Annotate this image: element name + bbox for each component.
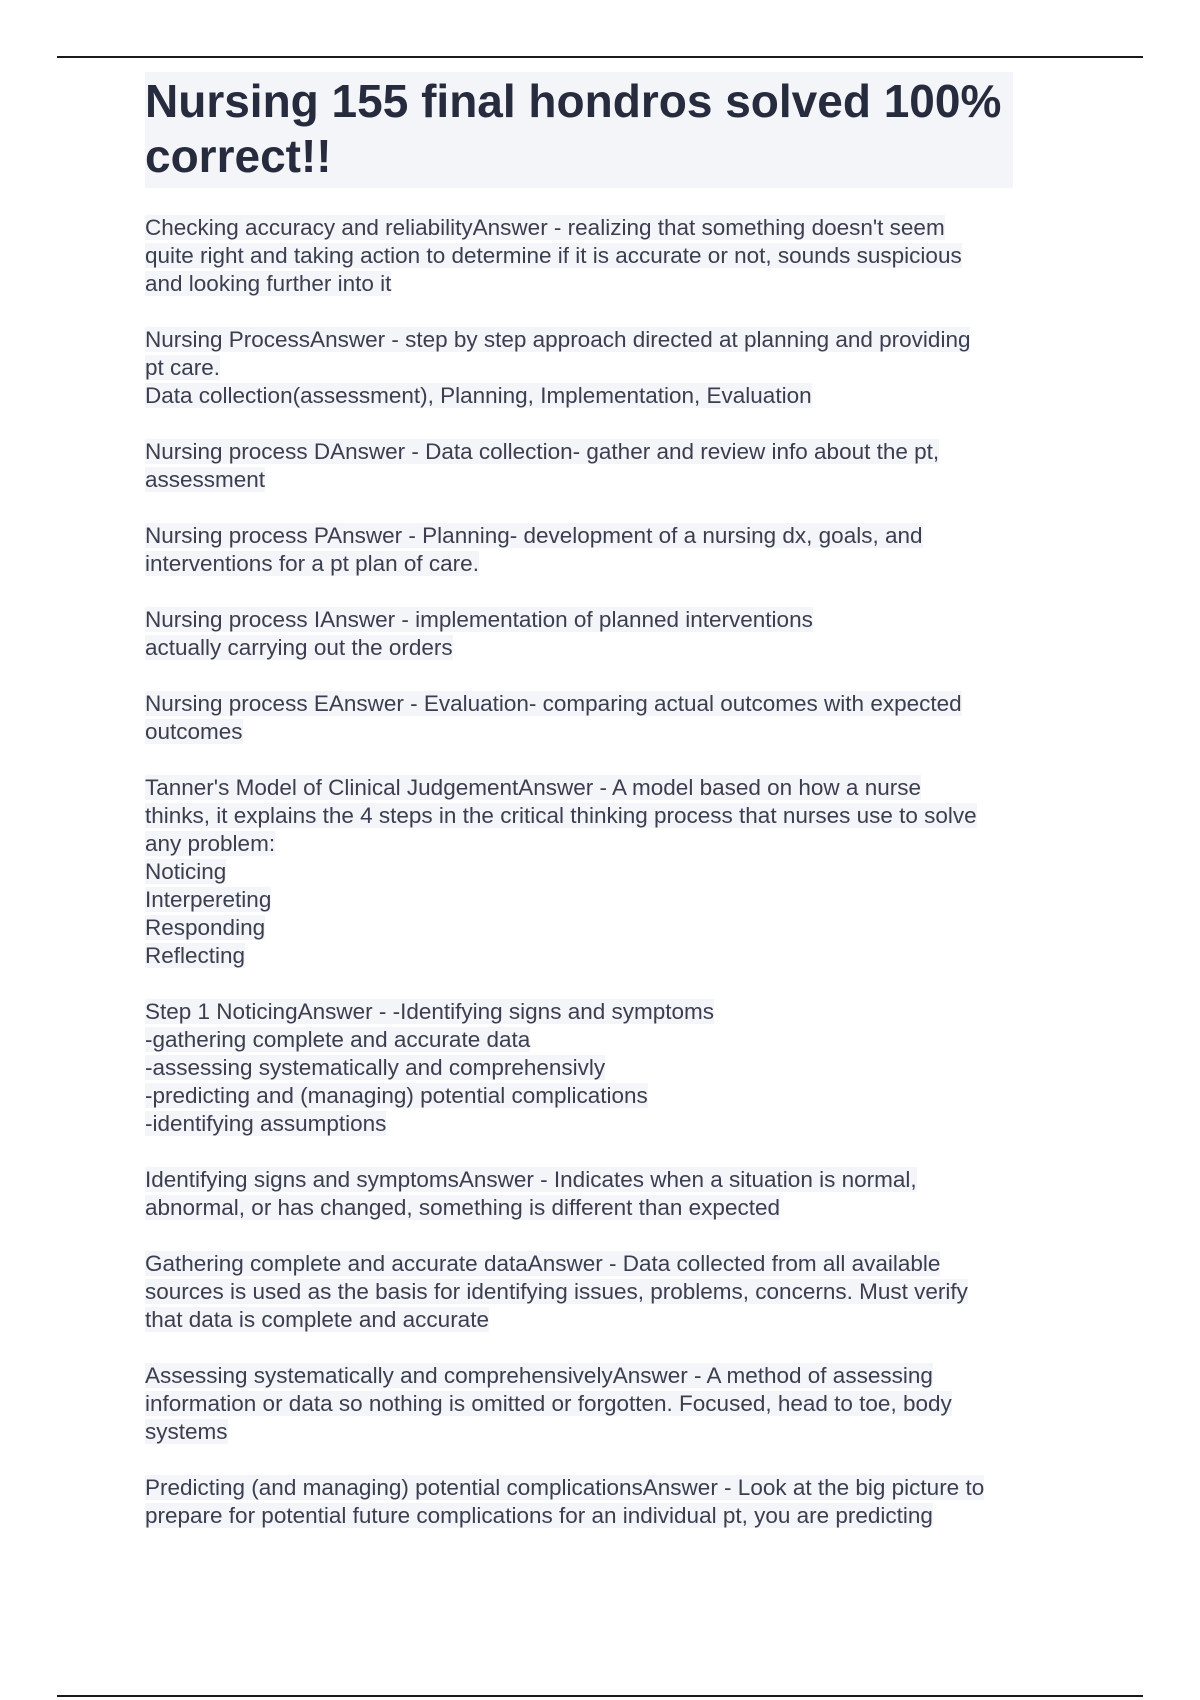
qa-line bbox=[145, 1110, 1075, 1138]
qa-line-text: quite right and taking action to determine if it is accurate or not, sounds suspicious bbox=[145, 243, 962, 268]
qa-line bbox=[145, 802, 1075, 830]
title-line: correct!! bbox=[145, 130, 332, 182]
qa-line-text: Data collection(assessment), Planning, Implementation, Evaluation bbox=[145, 383, 812, 408]
qa-line-text: thinks, it explains the 4 steps in the critical thinking process that nurses use to solve bbox=[145, 803, 977, 828]
document-title bbox=[145, 72, 1013, 188]
qa-line-text: Nursing process EAnswer - Evaluation- comparing actual outcomes with expected bbox=[145, 691, 962, 716]
qa-line bbox=[145, 522, 1075, 550]
qa-entry bbox=[145, 774, 1075, 970]
qa-line-text: information or data so nothing is omitted or forgotten. Focused, head to toe, body bbox=[145, 1391, 952, 1416]
qa-entry bbox=[145, 326, 1075, 410]
qa-line-text: Reflecting bbox=[145, 943, 246, 968]
qa-line-text: Tanner's Model of Clinical JudgementAnswer - A model based on how a nurse bbox=[145, 775, 921, 800]
qa-line bbox=[145, 438, 1075, 466]
qa-line-text: assessment bbox=[145, 467, 266, 492]
qa-line bbox=[145, 1362, 1075, 1390]
qa-line-text: and looking further into it bbox=[145, 271, 392, 296]
qa-line bbox=[145, 214, 1075, 242]
qa-line-text: abnormal, or has changed, something is different than expected bbox=[145, 1195, 780, 1220]
top-rule bbox=[57, 56, 1143, 58]
qa-line-text: systems bbox=[145, 1419, 228, 1444]
qa-line bbox=[145, 830, 1075, 858]
qa-line-text: Assessing systematically and comprehensivelyAnswer - A method of assessing bbox=[145, 1363, 933, 1388]
qa-line-text: Identifying signs and symptomsAnswer - Indicates when a situation is normal, bbox=[145, 1167, 917, 1192]
qa-entry bbox=[145, 438, 1075, 494]
qa-line bbox=[145, 354, 1075, 382]
qa-line-text: outcomes bbox=[145, 719, 243, 744]
qa-line bbox=[145, 886, 1075, 914]
bottom-rule bbox=[57, 1695, 1143, 1697]
qa-line-text: -predicting and (managing) potential complications bbox=[145, 1083, 648, 1108]
qa-line-text: Nursing process IAnswer - implementation of planned interventions bbox=[145, 607, 813, 632]
qa-line bbox=[145, 1306, 1075, 1334]
qa-line-text: Nursing ProcessAnswer - step by step approach directed at planning and providing bbox=[145, 327, 971, 352]
title-line: Nursing 155 final hondros solved 100% bbox=[145, 75, 1002, 127]
qa-line bbox=[145, 382, 1075, 410]
qa-entry bbox=[145, 1166, 1075, 1222]
qa-line-text: -identifying assumptions bbox=[145, 1111, 387, 1136]
qa-line bbox=[145, 242, 1075, 270]
qa-line-text: Step 1 NoticingAnswer - -Identifying signs and symptoms bbox=[145, 999, 715, 1024]
qa-line bbox=[145, 326, 1075, 354]
qa-entry bbox=[145, 1474, 1075, 1530]
qa-line bbox=[145, 550, 1075, 578]
qa-line-text: interventions for a pt plan of care. bbox=[145, 551, 479, 576]
qa-line-text: Responding bbox=[145, 915, 266, 940]
qa-entry bbox=[145, 522, 1075, 578]
qa-line-text: Predicting (and managing) potential complicationsAnswer - Look at the big picture to bbox=[145, 1475, 985, 1500]
qa-line-text: that data is complete and accurate bbox=[145, 1307, 489, 1332]
qa-line bbox=[145, 1054, 1075, 1082]
qa-line bbox=[145, 1166, 1075, 1194]
qa-line-text: Checking accuracy and reliabilityAnswer - realizing that something doesn't seem bbox=[145, 215, 945, 240]
qa-line bbox=[145, 1390, 1075, 1418]
qa-line bbox=[145, 914, 1075, 942]
qa-line bbox=[145, 466, 1075, 494]
qa-line-text: prepare for potential future complications for an individual pt, you are predicting bbox=[145, 1503, 933, 1528]
qa-line-text: any problem: bbox=[145, 831, 276, 856]
qa-list bbox=[145, 214, 1075, 1530]
qa-line bbox=[145, 690, 1075, 718]
qa-line bbox=[145, 718, 1075, 746]
qa-line-text: Nursing process DAnswer - Data collection- gather and review info about the pt, bbox=[145, 439, 940, 464]
qa-line-text: -gathering complete and accurate data bbox=[145, 1027, 531, 1052]
document-body bbox=[145, 72, 1075, 1558]
qa-entry bbox=[145, 1362, 1075, 1446]
qa-line bbox=[145, 1418, 1075, 1446]
qa-line bbox=[145, 1026, 1075, 1054]
qa-line bbox=[145, 270, 1075, 298]
qa-entry bbox=[145, 690, 1075, 746]
qa-line-text: pt care. bbox=[145, 355, 221, 380]
qa-line bbox=[145, 1474, 1075, 1502]
qa-line bbox=[145, 1250, 1075, 1278]
qa-line-text: Gathering complete and accurate dataAnswer - Data collected from all available bbox=[145, 1251, 941, 1276]
qa-line-text: Noticing bbox=[145, 859, 227, 884]
qa-entry bbox=[145, 606, 1075, 662]
qa-line bbox=[145, 1082, 1075, 1110]
qa-line-text: sources is used as the basis for identifying issues, problems, concerns. Must verify bbox=[145, 1279, 968, 1304]
qa-line bbox=[145, 858, 1075, 886]
qa-line-text: Nursing process PAnswer - Planning- development of a nursing dx, goals, and bbox=[145, 523, 923, 548]
qa-line bbox=[145, 998, 1075, 1026]
qa-line bbox=[145, 942, 1075, 970]
qa-entry bbox=[145, 1250, 1075, 1334]
qa-line-text: actually carrying out the orders bbox=[145, 635, 453, 660]
qa-entry bbox=[145, 998, 1075, 1138]
qa-line bbox=[145, 634, 1075, 662]
qa-line-text: Interpereting bbox=[145, 887, 272, 912]
qa-line bbox=[145, 606, 1075, 634]
qa-line bbox=[145, 1502, 1075, 1530]
qa-line-text: -assessing systematically and comprehensivly bbox=[145, 1055, 606, 1080]
qa-line bbox=[145, 1278, 1075, 1306]
qa-line bbox=[145, 774, 1075, 802]
qa-entry bbox=[145, 214, 1075, 298]
qa-line bbox=[145, 1194, 1075, 1222]
